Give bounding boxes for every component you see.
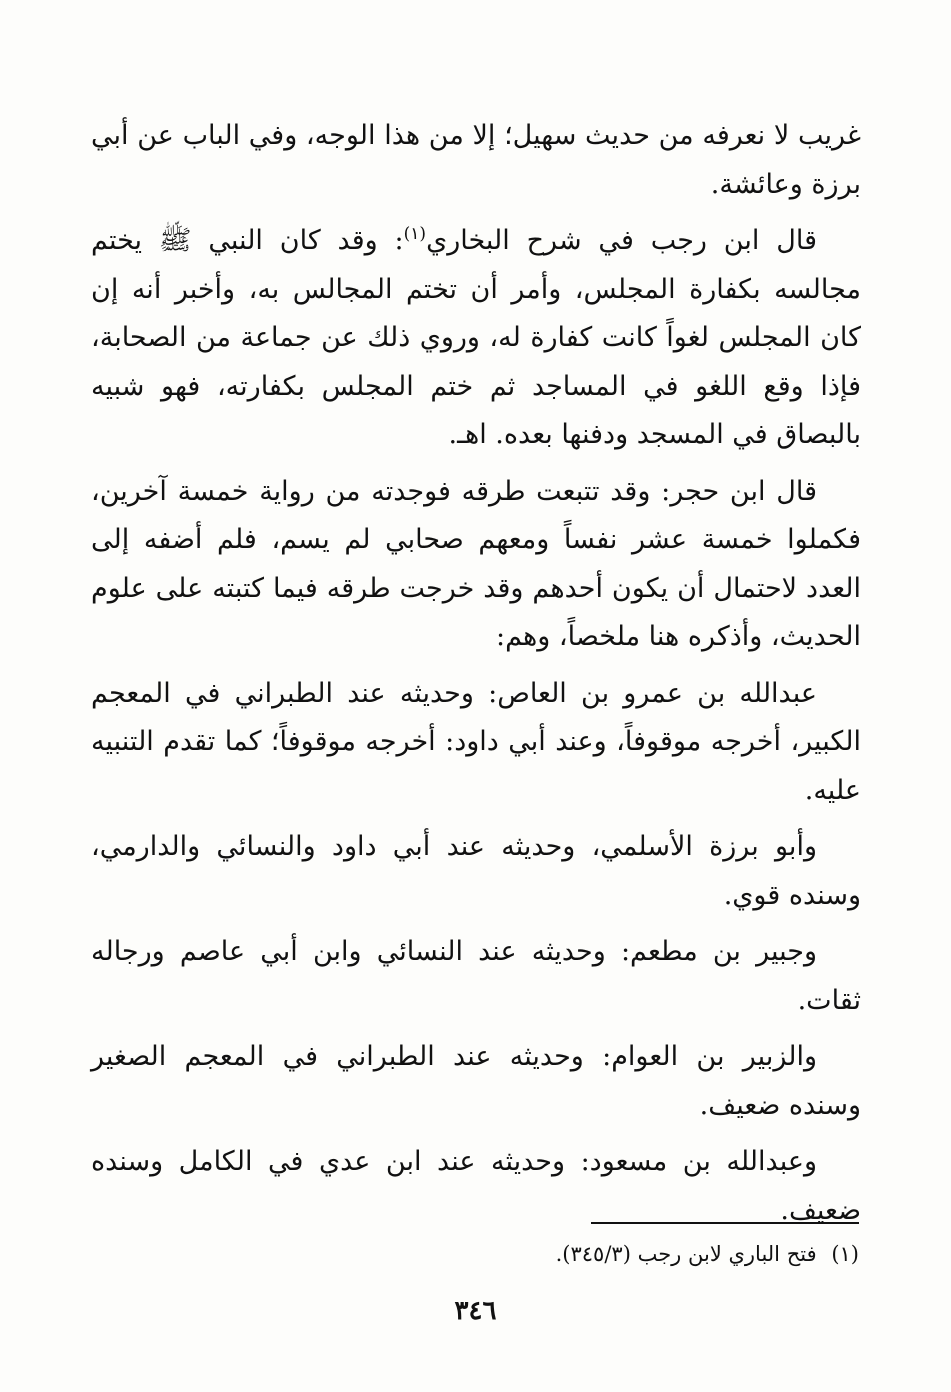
page-number: ٣٤٦: [454, 1296, 497, 1326]
footnote-number: (١): [831, 1242, 859, 1266]
paragraph-2: [91, 217, 861, 460]
main-text: [91, 112, 861, 1243]
paragraph-1: غريب لا نعرفه من حديث سهيل؛ إلا من هذا الوجه، وفي الباب عن أبي برزة وعائشة.: [91, 120, 861, 200]
paragraph-3: قال ابن حجر: وقد تتبعت طرقه فوجدته من رواية خمسة آخرين، فكملوا خمسة عشر نفساً ومعهم صحابي لم يسم، فلم أضفه إلى العدد لاحتمال أن يكون أحدهم وقد خرجت طرقه فيما كتبته على علوم الحديث، وأذكره هنا ملخصاً، وهم:: [91, 475, 861, 652]
paragraph-6: وجبير بن مطعم: وحديثه عند النسائي وابن أبي عاصم ورجاله ثقات.: [91, 936, 861, 1016]
paragraph-5: وأبو برزة الأسلمي، وحديثه عند أبي داود والنسائي والدارمي، وسنده قوي.: [91, 831, 861, 911]
paragraph-2-rest: : وقد كان النبي ﷺ يختم مجالسه بكفارة المجلس، وأمر أن تختم المجالس به، وأخبر أنه إن كان المجلس لغواً كانت كفارة له، وروي ذلك عن جماعة من الصحابة، فإذا وقع اللغو في المساجد ثم ختم المجلس بكفارته، فهو شبيه بالبصاق في المسجد ودفنها بعده. اهـ.: [91, 225, 861, 450]
footnote: [99, 1238, 859, 1270]
paragraph-7: والزبير بن العوام: وحديثه عند الطبراني في المعجم الصغير وسنده ضعيف.: [91, 1041, 861, 1121]
footnote-text: فتح الباري لابن رجب (٣٤٥/٣).: [555, 1242, 817, 1266]
footnote-reference[interactable]: (١): [403, 224, 427, 244]
paragraph-2-lead: قال ابن رجب في شرح البخاري: [426, 225, 817, 256]
paragraph-4: عبدالله بن عمرو بن العاص: وحديثه عند الطبراني في المعجم الكبير، أخرجه موقوفاً، وعند أبي داود: أخرجه موقوفاً؛ كما تقدم التنبيه عليه.: [91, 677, 861, 806]
paragraph-8: وعبدالله بن مسعود: وحديثه عند ابن عدي في الكامل وسنده ضعيف.: [91, 1146, 861, 1226]
footnote-divider: [591, 1222, 859, 1224]
